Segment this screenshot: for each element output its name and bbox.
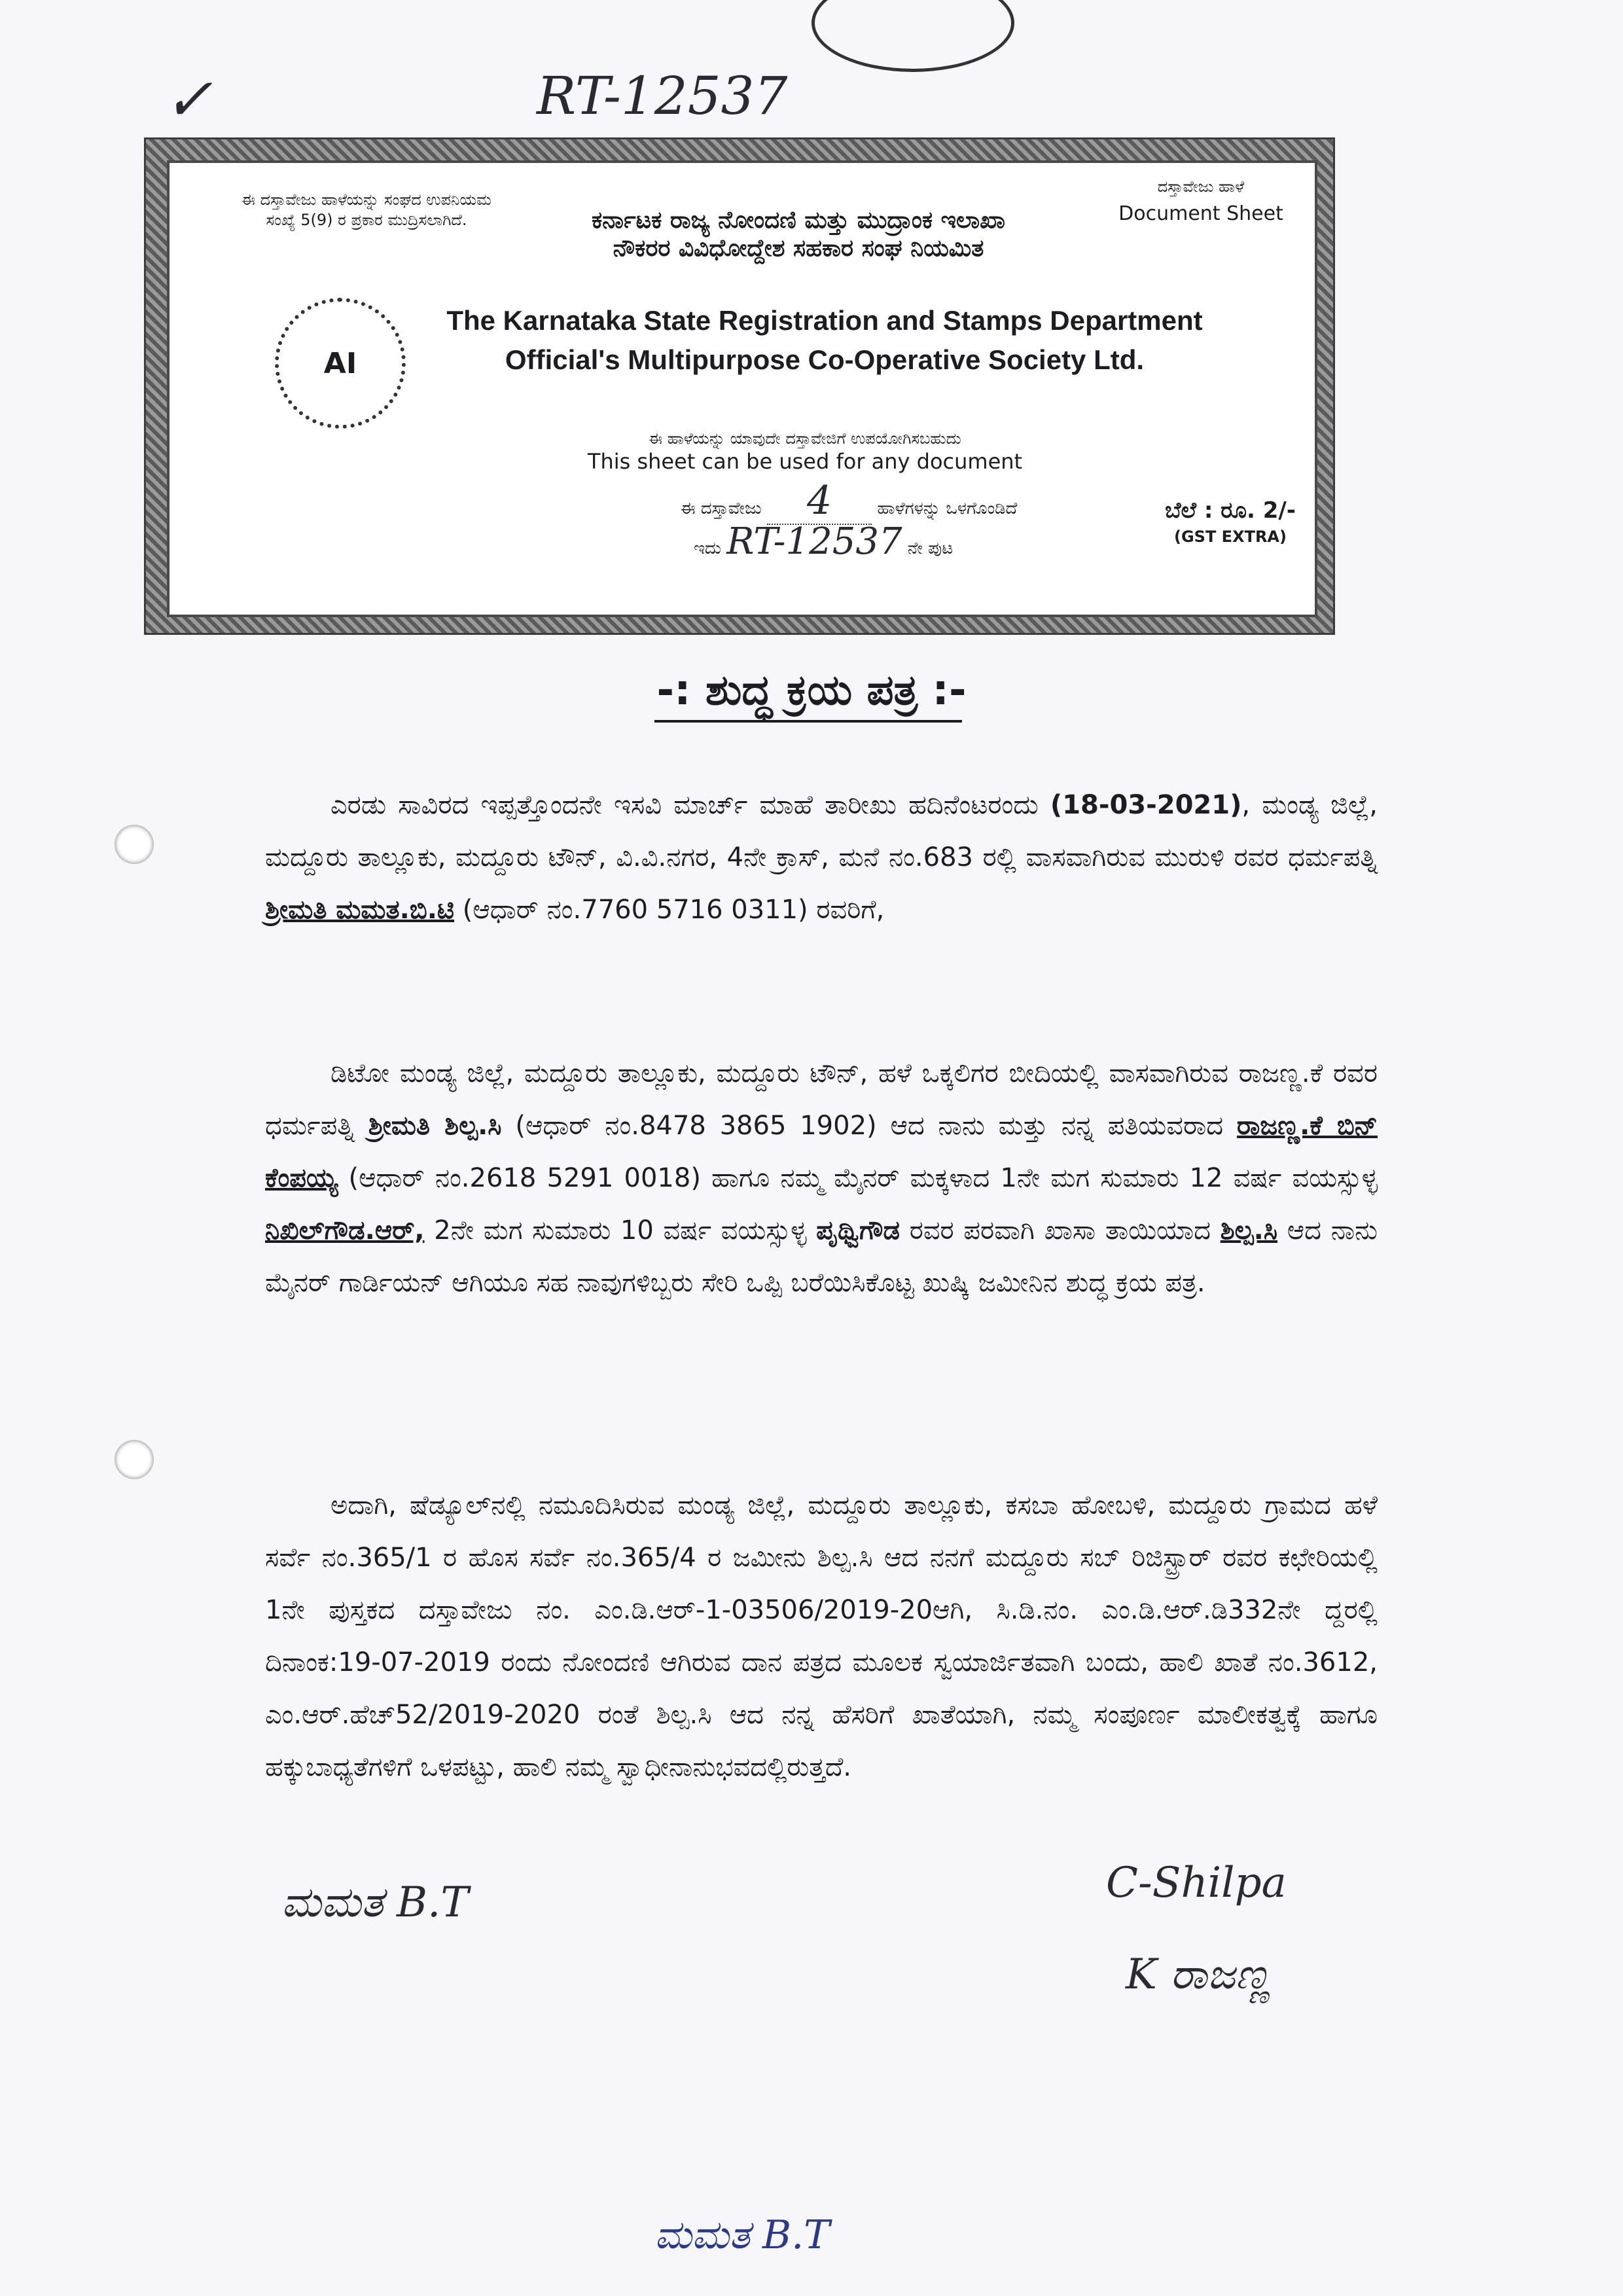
p2-text-c: (ಆಧಾರ್ ನಂ.2618 5291 0018) ಹಾಗೂ ನಮ್ಮ ಮೈನರ್ ಮಕ್ಕಳಾದ 1ನೇ ಮಗ ಸುಮಾರು 12 ವರ್ಷ ವಯಸ್ಸುಳ್ಳ — [348, 1163, 1378, 1193]
p2-son2-name: ಪೃಥ್ವಿಗೌಡ — [816, 1215, 900, 1246]
deed-title-underline — [654, 720, 962, 723]
society-title-en-line1: The Karnataka State Registration and Stamps Department — [446, 305, 1203, 336]
document-sheet-label-en: Document Sheet — [1118, 202, 1283, 226]
p2-text-e: ರವರ ಪರವಾಗಿ ಖಾಸಾ ತಾಯಿಯಾದ — [909, 1215, 1211, 1246]
p1-text-c: (ಆಧಾರ್ ನಂ.7760 5716 0311) ರವರಿಗೆ, — [462, 895, 885, 925]
sheet-count-line — [681, 478, 1204, 525]
usage-note — [556, 429, 1054, 474]
p1-text-b: , ಮಂಡ್ಯ ಜಿಲ್ಲೆ, ಮದ್ದೂರು ತಾಲ್ಲೂಕು, ಮದ್ದೂರು ಟೌನ್, ವಿ.ವಿ.ನಗರ, 4ನೇ ಕ್ರಾಸ್, ಮನೆ ನಂ.683 ರಲ್ಲಿ ವಾಸವಾಗಿರುವ ಮುರುಳಿ ರವರ ಧರ್ಮಪತ್ನಿ — [265, 790, 1378, 872]
bylaw-note-line2: ಸಂಖ್ಯೆ 5(9) ರ ಪ್ರಕಾರ ಮುದ್ರಿಸಲಾಗಿದೆ. — [266, 211, 467, 230]
sheet-count-prefix: ಈ ದಸ್ತಾವೇಜು — [681, 499, 762, 518]
bylaw-note-line1: ಈ ದಸ್ತಾವೇಜು ಹಾಳೆಯನ್ನು ಸಂಘದ ಉಪನಿಯಮ — [241, 190, 491, 209]
p1-date: (18-03-2021) — [1050, 790, 1242, 820]
p2-text-f: ಆದ ನಾನು ಮೈನರ್ ಗಾರ್ಡಿಯನ್ ಆಗಿಯೂ ಸಹ ನಾವುಗಳಿಬ್ಬರು ಸೇರಿ ಒಪ್ಪಿ ಬರೆಯಿಸಿಕೊಟ್ಟ ಖುಷ್ಕಿ ಜಮೀನಿನ ಶುದ್ಧ ಕ್ರಯ ಪತ್ರ. — [265, 1215, 1378, 1298]
paragraph-3: ಅದಾಗಿ, ಷೆಡ್ಯೂಲ್‌ನಲ್ಲಿ ನಮೂದಿಸಿರುವ ಮಂಡ್ಯ ಜಿಲ್ಲೆ, ಮದ್ದೂರು ತಾಲ್ಲೂಕು, ಕಸಬಾ ಹೋಬಳಿ, ಮದ್ದೂರು ಗ್ರಾಮದ ಹಳೆ ಸರ್ವೆ ನಂ.365/1 ರ ಹೊಸ ಸರ್ವೆ ನಂ.365/4 ರ ಜಮೀನು ಶಿಲ್ಪ.ಸಿ ಆದ ನನಗೆ ಮದ್ದೂರು ಸಬ್ ರಿಜಿಸ್ಟ್ರಾರ್ ರವರ ಕಛೇರಿಯಲ್ಲಿ 1ನೇ ಪುಸ್ತಕದ ದಸ್ತಾವೇಜು ನಂ. ಎಂ.ಡಿ.ಆರ್-1-03506/2019-20ಆಗಿ, ಸಿ.ಡಿ.ನಂ. ಎಂ.ಡಿ.ಆರ್.ಡಿ332ನೇ ದ್ದರಲ್ಲಿ ದಿನಾಂಕ:19-07-2019 ರಂದು ನೋಂದಣಿ ಆಗಿರುವ ದಾನ ಪತ್ರದ ಮೂಲಕ ಸ್ವಯಾರ್ಜಿತವಾಗಿ ಬಂದು, ಹಾಲಿ ಖಾತೆ ನಂ.3612, ಎಂ.ಆರ್.ಹೆಚ್52/2019-2020 ರಂತೆ ಶಿಲ್ಪ.ಸಿ ಆದ ನನ್ನ ಹೆಸರಿಗೆ ಖಾತೆಯಾಗಿ, ನಮ್ಮ ಸಂಪೂರ್ಣ ಮಾಲೀಕತ್ವಕ್ಕೆ ಹಾಗೂ ಹಕ್ಕುಬಾಧ್ಯತೆಗಳಿಗೆ ಒಳಪಟ್ಟು, ಹಾಲಿ ನಮ್ಮ ಸ್ವಾಧೀನಾನುಭವದಲ್ಲಿರುತ್ತದೆ. — [265, 1490, 1378, 1782]
society-title-kn-line1: ಕರ್ನಾಟಕ ರಾಜ್ಯ ನೋಂದಣಿ ಮತ್ತು ಮುದ್ರಾಂಕ ಇಲಾಖಾ — [592, 207, 1005, 234]
p2-seller-name: ಶ್ರೀಮತಿ ಶಿಲ್ಪ.ಸಿ — [368, 1111, 502, 1141]
signature-seller: C-Shilpa — [1106, 1859, 1287, 1907]
price-label: ಬೆಲೆ : ರೂ. 2/- — [1165, 497, 1296, 524]
usage-note-kn: ಈ ಹಾಳೆಯನ್ನು ಯಾವುದೇ ದಸ್ತಾವೇಜಿಗೆ ಉಪಯೋಗಿಸಬಹುದು — [649, 429, 961, 448]
handwritten-reg-stamp: RT-12537 — [726, 520, 902, 563]
p2-son1-name: ನಿಖಿಲ್‌ಗೌಡ.ಆರ್, — [265, 1215, 425, 1246]
society-seal — [275, 298, 406, 429]
handwritten-registration-number: RT-12537 — [537, 65, 788, 126]
punch-hole-bottom — [115, 1440, 154, 1479]
round-stamp-partial — [812, 0, 1014, 72]
bylaw-note — [196, 190, 537, 230]
society-title-english — [432, 301, 1217, 380]
society-title-kn-line2: ನೌಕರರ ವಿವಿಧೋದ್ದೇಶ ಸಹಕಾರ ಸಂಘ ನಿಯಮಿತ — [613, 235, 984, 262]
corner-check-mark: ✓ — [164, 65, 213, 134]
p2-husband-name: ರಾಜಣ್ಣ.ಕೆ ಬಿನ್ ಕೆಂಪಯ್ಯ — [265, 1111, 1378, 1193]
paragraph-2 — [265, 1047, 1378, 1309]
signature-buyer: ಮಮತ B.T — [281, 1878, 469, 1927]
sheet-count-suffix: ಹಾಳೆಗಳನ್ನು ಒಳಗೊಂಡಿದೆ — [877, 499, 1018, 518]
registration-page-line — [694, 520, 1126, 563]
signature-buyer-bottom: ಮಮತ B.T — [654, 2212, 830, 2258]
reg-line-mid: ನೇ ಪುಟ — [907, 539, 954, 558]
p1-text-a: ಎರಡು ಸಾವಿರದ ಇಪ್ಪತ್ತೊಂದನೇ ಇಸವಿ ಮಾರ್ಚ್ ಮಾಹೆ ತಾರೀಖು ಹದಿನೆಂಟರಂದು — [330, 790, 1039, 820]
p2-guardian-name: ಶಿಲ್ಪ.ಸಿ — [1220, 1215, 1278, 1246]
p2-text-b: (ಆಧಾರ್ ನಂ.8478 3865 1902) ಆದ ನಾನು ಮತ್ತು ನನ್ನ ಪತಿಯವರಾದ — [515, 1111, 1224, 1141]
document-sheet-label — [1106, 177, 1296, 225]
document-sheet-label-kn: ದಸ್ತಾವೇಜು ಹಾಳೆ — [1157, 177, 1245, 196]
p2-text-d: 2ನೇ ಮಗ ಸುಮಾರು 10 ವರ್ಷ ವಯಸ್ಸುಳ್ಳ — [434, 1215, 807, 1246]
signature-husband: K ರಾಜಣ್ಣ — [1126, 1950, 1272, 1999]
paragraph-1 — [265, 779, 1378, 936]
handwritten-sheet-count: 4 — [806, 478, 832, 524]
gst-label: (GST EXTRA) — [1174, 528, 1287, 546]
usage-note-en: This sheet can be used for any document — [587, 449, 1023, 475]
deed-title: -: ಶುದ್ಧ ಕ್ರಯ ಪತ್ರ :- — [656, 666, 967, 715]
p1-buyer-name: ಶ್ರೀಮತಿ ಮಮತ.ಬಿ.ಟಿ — [265, 895, 455, 925]
punch-hole-top — [115, 825, 154, 864]
society-title-kannada — [510, 206, 1086, 262]
reg-line-prefix: ಇದು — [694, 539, 721, 558]
seal-code: AI — [323, 346, 357, 380]
price-box — [1152, 497, 1309, 546]
p2-text-a: ಡಿಟೋ ಮಂಡ್ಯ ಜಿಲ್ಲೆ, ಮದ್ದೂರು ತಾಲ್ಲೂಕು, ಮದ್ದೂರು ಟೌನ್, ಹಳೆ ಒಕ್ಕಲಿಗರ ಬೀದಿಯಲ್ಲಿ ವಾಸವಾಗಿರುವ ರಾಜಣ್ಣ.ಕೆ ರವರ ಧರ್ಮಪತ್ನಿ — [265, 1058, 1378, 1141]
society-title-en-line2: Official's Multipurpose Co-Operative Society Ltd. — [505, 344, 1145, 375]
